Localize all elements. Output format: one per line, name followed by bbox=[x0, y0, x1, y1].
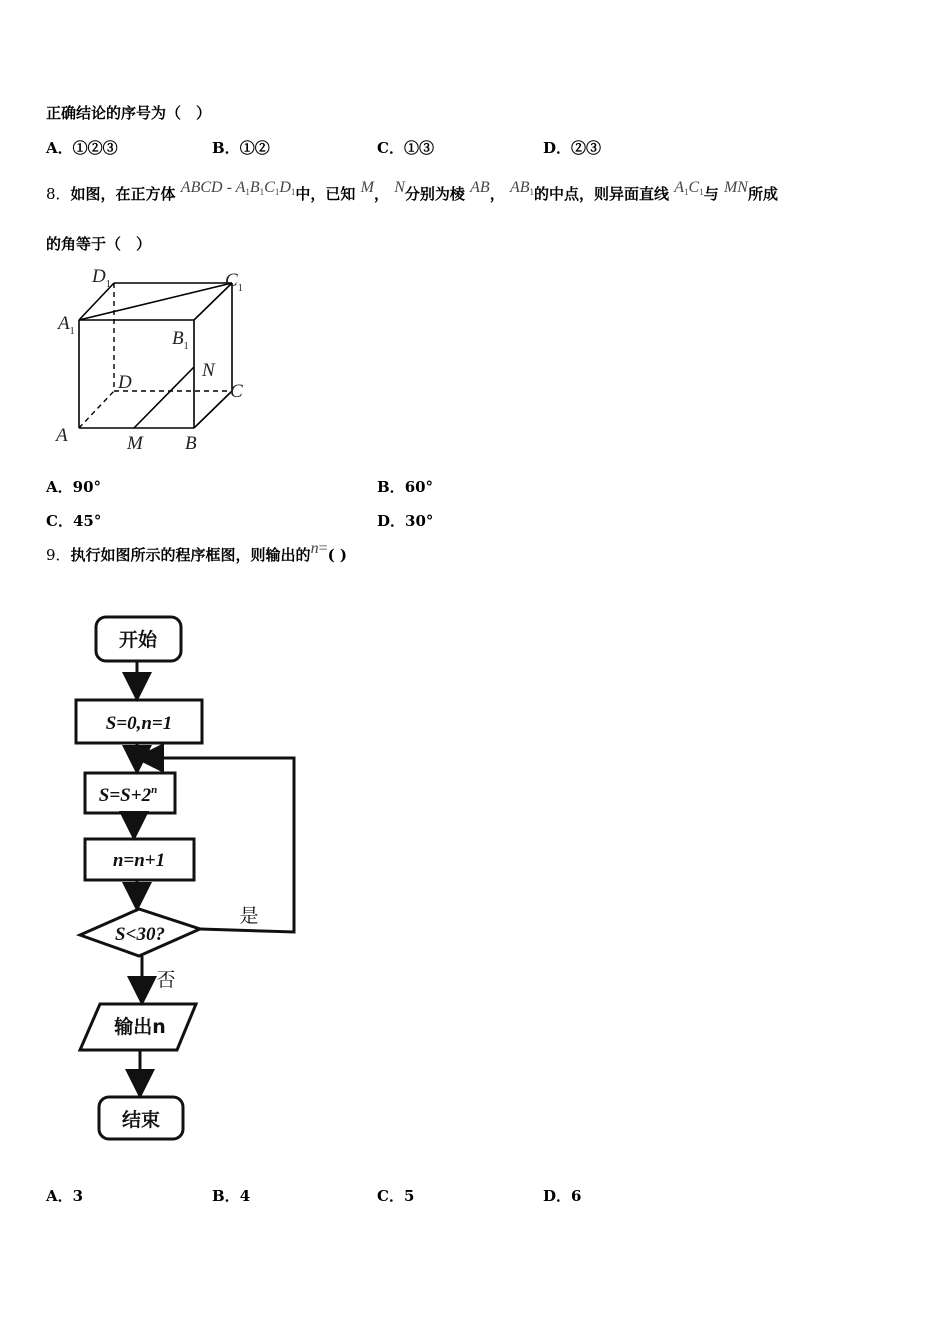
output-label: 输出n bbox=[114, 1016, 166, 1038]
label-c: C bbox=[230, 381, 243, 402]
line-mn: MN bbox=[723, 179, 748, 196]
point-m: M bbox=[360, 179, 374, 196]
q7-option-c: C．①③ bbox=[377, 139, 434, 157]
cube-figure bbox=[50, 262, 260, 457]
label-a1: $A_1$ bbox=[58, 313, 75, 337]
q8-option-d: D．30° bbox=[377, 512, 434, 530]
q9-option-c: C．5 bbox=[377, 1187, 415, 1205]
q7-option-a: A．①②③ bbox=[46, 139, 118, 157]
end-label: 结束 bbox=[121, 1109, 161, 1131]
q8-stem-line1: 8．如图，在正方体 ABCD - $A_1B_1C_1D_1$中，已知 M， N分别为棱 AB， $AB_1$的中点，则异面直线 $A_1C_1$与 MN所成 bbox=[46, 179, 778, 203]
edge-ab1: $AB_1$ bbox=[509, 179, 534, 197]
cube-name: ABCD - $A_1B_1C_1D_1$ bbox=[180, 179, 296, 197]
label-d1: $D_1$ bbox=[92, 266, 111, 290]
q9-stem: 9．执行如图所示的程序框图，则输出的n=( ) bbox=[46, 540, 348, 564]
q7-option-d: D．②③ bbox=[543, 139, 602, 157]
label-a: A bbox=[56, 425, 68, 446]
no-label: 否 bbox=[156, 969, 176, 991]
condition-label: S<30? bbox=[115, 924, 165, 945]
sum-label: $S=S+2^n$ bbox=[98, 784, 158, 806]
label-b: B bbox=[185, 433, 197, 454]
q8-option-a: A．90° bbox=[46, 478, 102, 496]
q8-option-b: B．60° bbox=[377, 478, 434, 496]
q9-option-b: B．4 bbox=[212, 1187, 251, 1205]
q7-prompt: 正确结论的序号为（ ） bbox=[46, 104, 212, 122]
q9-option-d: D．6 bbox=[543, 1187, 582, 1205]
init-label: S=0,n=1 bbox=[105, 713, 173, 734]
label-d: D bbox=[118, 372, 132, 393]
label-m: M bbox=[127, 433, 143, 454]
edge-ab: AB bbox=[470, 179, 490, 196]
line-a1c1: $A_1C_1$ bbox=[674, 179, 704, 197]
q8-stem-line2: 的角等于（ ） bbox=[46, 235, 152, 253]
label-b1: $B_1$ bbox=[172, 328, 189, 352]
start-label: 开始 bbox=[118, 629, 158, 651]
label-n: N bbox=[202, 360, 215, 381]
increment-label: n=n+1 bbox=[112, 850, 166, 871]
flowchart bbox=[70, 610, 310, 1150]
q7-option-b: B．①② bbox=[212, 139, 270, 157]
point-n: N bbox=[394, 179, 405, 196]
q9-option-a: A．3 bbox=[46, 1187, 84, 1205]
label-c1: $C_1$ bbox=[225, 270, 243, 294]
q8-option-c: C．45° bbox=[46, 512, 102, 530]
yes-label: 是 bbox=[239, 905, 259, 927]
